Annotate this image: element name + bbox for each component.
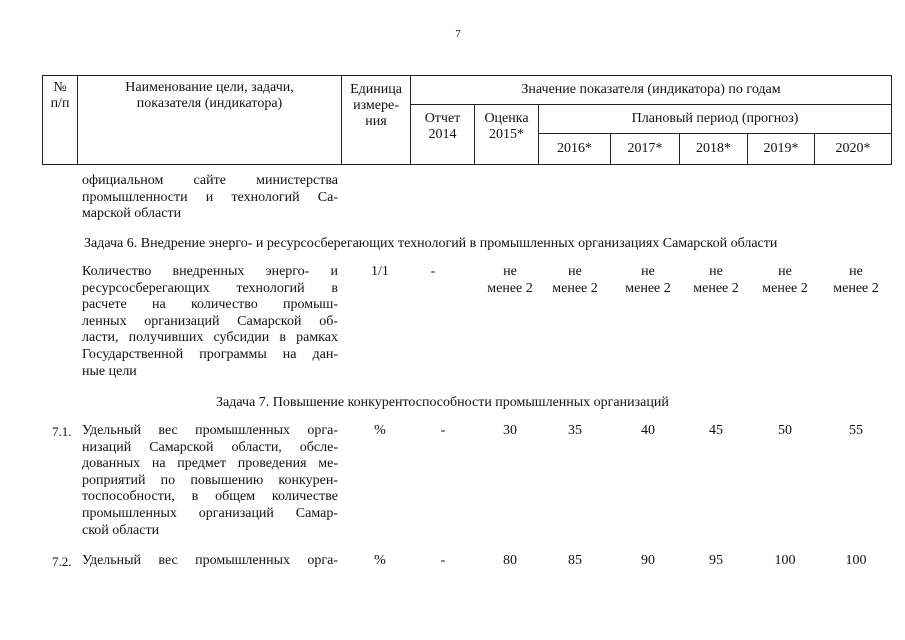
row71-value-2017: 40 [641, 423, 655, 438]
row6-description: Количество внедренных энерго- и ресурсосберегающих технологий в расчете на количество промыш- ленных организаций Самарской об- ласти, получивших субсидии в рамках Государственной программы на дан- ные цели [82, 264, 338, 379]
row71-description: Удельный вес промышленных орга- низаций Самарской области, обсле- дованных на предмет проведения ме- роприятий по повышению конкурен- тоспособности, в общем количестве промышленных организаций Самар- ской области [82, 423, 338, 538]
header-name: Наименование цели, задачи, показателя (индикатора) [78, 76, 342, 165]
row71-value-2016: 35 [568, 423, 582, 438]
row71-unit: % [374, 423, 386, 438]
header-values-title: Значение показателя (индикатора) по годам [411, 76, 892, 105]
header-unit: Единица измере- ния [342, 76, 411, 165]
row72-description: Удельный вес промышленных орга- [82, 553, 338, 568]
row72-value-2020: 100 [845, 553, 867, 568]
row72-report: - [440, 553, 446, 568]
row6-value-2016: не менее 2 [552, 264, 598, 296]
header-year-2019: 2019* [748, 134, 815, 165]
header-num: № п/п [43, 76, 78, 165]
row72-value-2016: 85 [568, 553, 582, 568]
header-year-2018: 2018* [680, 134, 748, 165]
header-plan-title: Плановый период (прогноз) [539, 105, 892, 134]
row72-number: 7.2. [52, 554, 72, 569]
row6-value-2017: не менее 2 [625, 264, 671, 296]
row71-value-2020: 55 [849, 423, 863, 438]
row72-value-2019: 100 [774, 553, 796, 568]
header-year-2016: 2016* [539, 134, 611, 165]
row71-value-2015: 30 [503, 423, 517, 438]
row71-value-2018: 45 [709, 423, 723, 438]
row72-value-2015: 80 [503, 553, 517, 568]
row6-report: - [430, 264, 436, 279]
row6-value-2019: не менее 2 [762, 264, 808, 296]
row6-value-2020: не менее 2 [833, 264, 879, 296]
row71-value-2019: 50 [778, 423, 792, 438]
header-year-2020: 2020* [815, 134, 892, 165]
row6-value-2015: не менее 2 [487, 264, 533, 296]
row72-value-2017: 90 [641, 553, 655, 568]
task-6-heading: Задача 6. Внедрение энерго- и ресурсосберегающих технологий в промышленных организациях Самарской области [84, 236, 778, 251]
row71-number: 7.1. [52, 424, 72, 439]
row71-report: - [440, 423, 446, 438]
row72-unit: % [374, 553, 386, 568]
header-report: Отчет 2014 [411, 105, 475, 165]
table-header [42, 75, 892, 165]
row6-unit: 1/1 [371, 264, 389, 279]
header-estimate: Оценка 2015* [475, 105, 539, 165]
row72-value-2018: 95 [709, 553, 723, 568]
row6-value-2018: не менее 2 [693, 264, 739, 296]
header-year-2017: 2017* [611, 134, 680, 165]
page-number: 7 [455, 28, 461, 40]
continuation-text: официальном сайте министерства промышленности и технологий Са- марской области [82, 173, 338, 222]
task-7-heading: Задача 7. Повышение конкурентоспособности промышленных организаций [216, 395, 669, 410]
